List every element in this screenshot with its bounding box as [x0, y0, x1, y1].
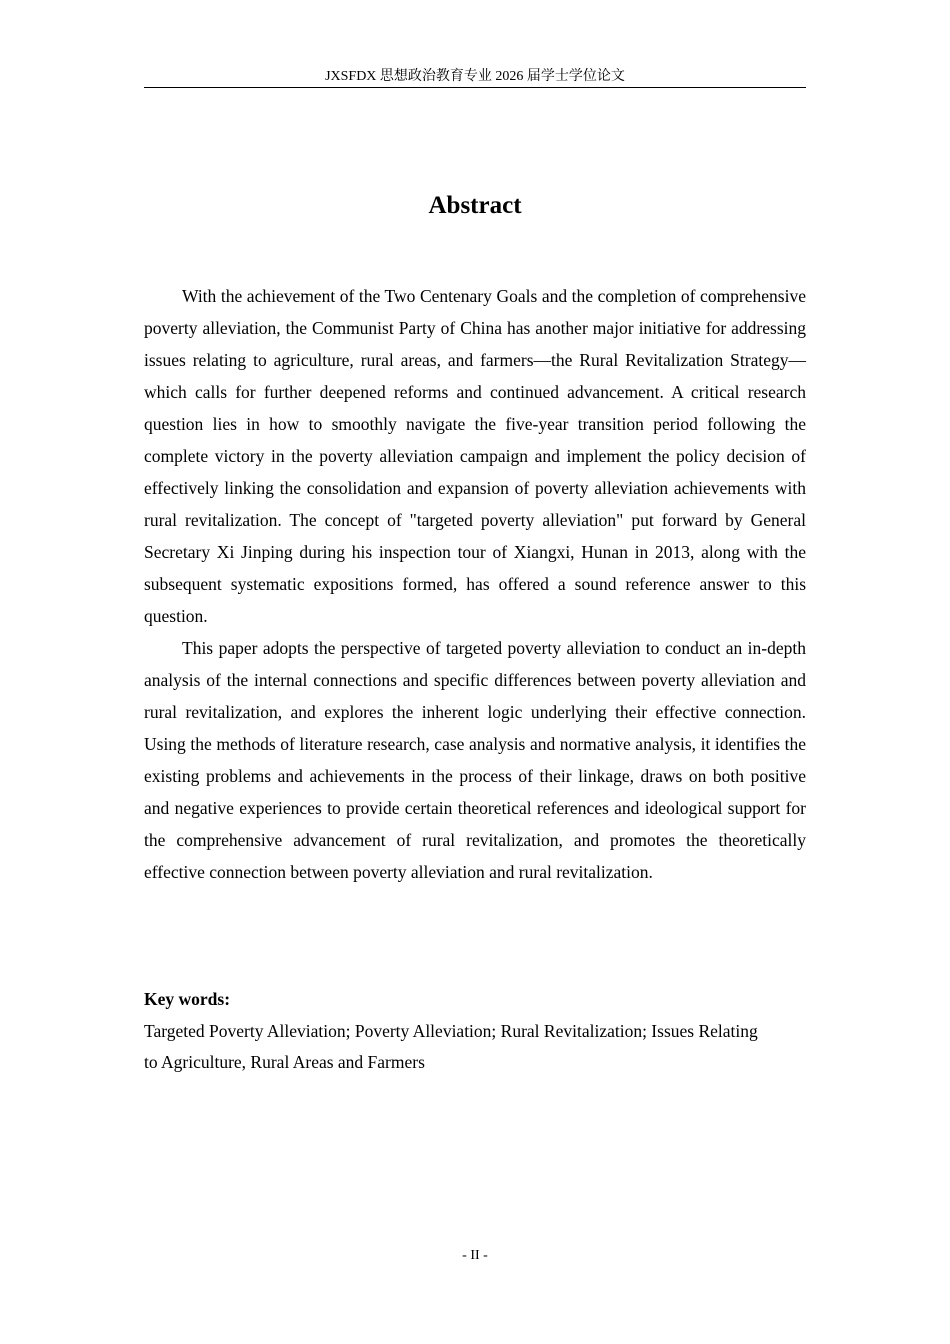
page-header: JXSFDX 思想政治教育专业 2026 届学士学位论文 — [144, 68, 806, 88]
abstract-title: Abstract — [428, 192, 522, 219]
abstract-paragraph-2: This paper adopts the perspective of targeted poverty alleviation to conduct an in-depth analysis of the internal connections and specific differences between poverty alleviation and rural revitalization, and explores the inherent logic underlying their effective connection. Using the methods of literature research, case analysis and normative analysis, it identifies the existing problems and achievements in the process of their linkage, draws on both positive and negative experiences to provide certain theoretical references and ideological support for the comprehensive advancement of rural revitalization, and promotes the theoretically effective connection between poverty alleviation and rural revitalization. — [144, 638, 806, 882]
abstract-paragraph-1: With the achievement of the Two Centenary Goals and the completion of comprehensive poverty alleviation, the Communist Party of China has another major initiative for addressing issues relating to agriculture, rural areas, and farmers—the Rural Revitalization Strategy—which calls for further deepened reforms and continued advancement. A critical research question lies in how to smoothly navigate the five-year transition period following the complete victory in the poverty alleviation campaign and implement the policy decision of effectively linking the consolidation and expansion of poverty alleviation achievements with rural revitalization. The concept of "targeted poverty alleviation" put forward by General Secretary Xi Jinping during his inspection tour of Xiangxi, Hunan in 2013, along with the subsequent systematic expositions formed, has offered a sound reference answer to this question. — [144, 286, 806, 626]
keywords-text: Targeted Poverty Alleviation; Poverty Alleviation; Rural Revitalization; Issues Relating to Agriculture, Rural Areas and Farmers — [144, 1020, 758, 1072]
page-number: - II - — [462, 1248, 488, 1263]
keywords-section — [144, 984, 806, 1079]
abstract-body — [144, 280, 806, 888]
keywords-heading: Key words: — [144, 989, 231, 1009]
